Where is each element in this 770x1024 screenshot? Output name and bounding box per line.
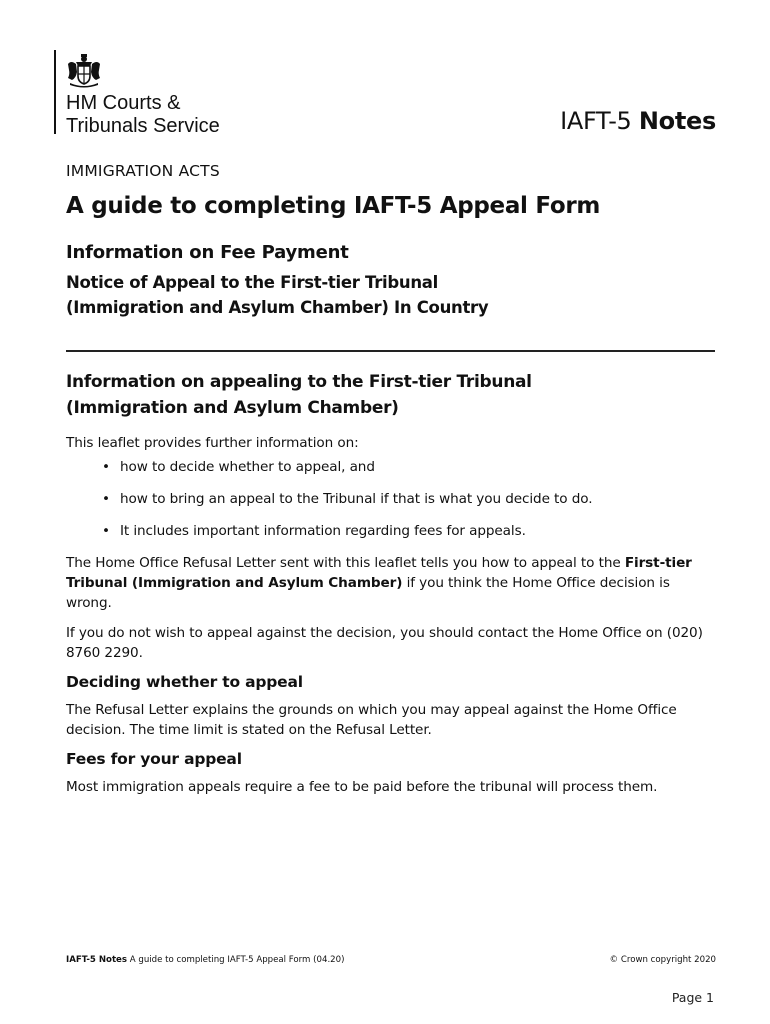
home-office-contact-paragraph: If you do not wish to appeal against the decision, you should contact the Home Office on (020) 8760 2290.: [66, 625, 703, 661]
kicker-text: IMMIGRATION ACTS: [66, 162, 220, 180]
bullet-list: [66, 457, 716, 541]
main-content: [66, 369, 716, 807]
page-title: A guide to completing IAFT-5 Appeal Form: [66, 193, 601, 219]
crest-icon: [64, 52, 104, 88]
page-number: Page 1: [671, 990, 714, 1005]
list-item: • It includes important information regarding fees for appeals.: [102, 521, 716, 541]
form-code-bold: Notes: [638, 107, 716, 135]
form-code-regular: IAFT-5: [560, 107, 632, 135]
section-heading-line-2: (Immigration and Asylum Chamber): [66, 398, 399, 418]
subtitle-secondary: [66, 270, 726, 320]
section-heading-line-1: Information on appealing to the First-tier Tribunal: [66, 372, 532, 392]
horizontal-divider: [66, 350, 715, 352]
deciding-paragraph: The Refusal Letter explains the grounds on which you may appeal against the Home Office decision. The time limit is stated on the Refusal Letter.: [66, 702, 677, 738]
intro-paragraph: This leaflet provides further information on:: [66, 435, 359, 451]
form-code: [560, 107, 716, 135]
para1-text-end: if you think the Home Office decision is wrong.: [66, 575, 670, 611]
tribunal-name-bold: First-tier Tribunal (Immigration and Asylum Chamber): [66, 555, 692, 591]
refusal-letter-paragraph: [66, 553, 716, 613]
footer-form-code: IAFT-5 Notes: [66, 955, 128, 965]
para1-text: The Home Office Refusal Letter sent with this leaflet tells you how to appeal to the: [66, 555, 625, 571]
organisation-name: [66, 92, 220, 138]
deciding-heading: Deciding whether to appeal: [66, 673, 303, 691]
subtitle-secondary-line-2: (Immigration and Asylum Chamber) In Country: [66, 298, 489, 317]
section-heading: [66, 369, 716, 421]
logo-divider: [54, 50, 56, 134]
subtitle-secondary-line-1: Notice of Appeal to the First-tier Tribunal: [66, 273, 438, 292]
footer-copyright: © Crown copyright 2020: [609, 955, 716, 965]
list-item: • how to bring an appeal to the Tribunal if that is what you decide to do.: [102, 489, 716, 509]
subtitle: Information on Fee Payment: [66, 242, 349, 263]
footer-form-title: A guide to completing IAFT-5 Appeal Form (04.20): [129, 955, 345, 965]
footer-form-reference: [66, 955, 344, 965]
list-item: • how to decide whether to appeal, and: [102, 457, 716, 477]
fees-paragraph: Most immigration appeals require a fee to be paid before the tribunal will process them.: [66, 779, 658, 795]
org-name-line-2: Tribunals Service: [66, 115, 220, 137]
fees-heading: Fees for your appeal: [66, 750, 242, 768]
org-name-line-1: HM Courts &: [66, 92, 181, 114]
